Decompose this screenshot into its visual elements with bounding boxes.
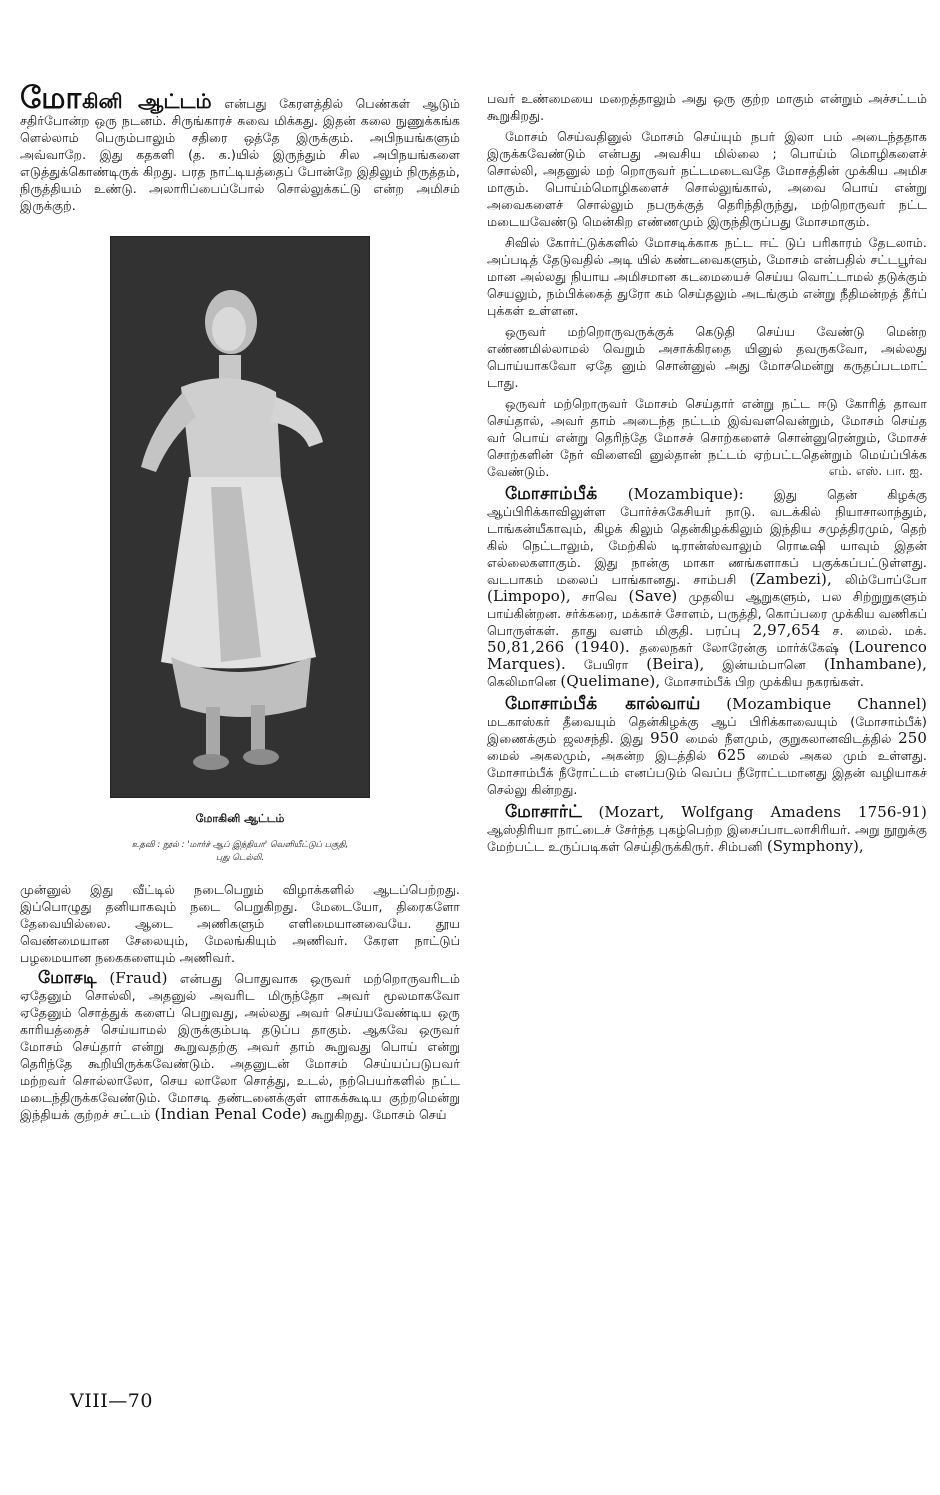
paragraph: சிவில் கோர்ட்டுக்களில் மோசடிக்காக நட்ட ஈட் டுப் பரிகாரம் தேடலாம். அப்படித் தேடுவதில் அடி யில் கண்டவைகளும், மோசம் என்பதில் சட்டபூர்வ மான அல்லது நியாய அமிசமான கடமையைச் செய்ய வொட்டாமல் தடுக்கும் செயலும், நம்பிக்கைத் துரோ கம் செய்தலும் அடங்கும் என்று நீதிமன்றத் தீர்ப் புக்கள் உள்ளன. — [487, 235, 927, 318]
latin-mozart: (Mozart, Wolfgang Amadens 1756-91) — [598, 803, 927, 821]
headword-initial: மோ — [20, 81, 83, 116]
paragraph-text: ஒருவர் மற்றொருவர் மோசம் செய்தார் என்று நட்ட ஈடு கோரித் தாவா செய்தால், அவர் தாம் அடைந்த நட்டம் இவ்வளவென்றும், மோசம் செய்த வர் பொய் என்று தெரிந்தே மோசச் சொற்களைச் சொன்னுரென்றும், மோசச் சொற்களின் நேர் விளைவி னுல்தான் நட்டம் ஏற்பட்டதென்றும் மெய்ப்பிக்க வேண்டும். — [487, 396, 927, 479]
entry-text: மைல் அகல மும் உள்ளது. மோசாம்பீக் நீரோட்டம் எனப்படும் வெப்ப நீரோட்டமானது இதன் வழியாகச் செல்லு கின்றது. — [487, 748, 928, 797]
dancer-illustration — [111, 237, 369, 797]
latin-beira: (Beira), — [646, 655, 705, 673]
latin-mozambique: (Mozambique): — [627, 485, 744, 503]
paragraph: ஒருவர் மற்றொருவருக்குக் கெடுதி செய்ய வேண்டு மென்ற எண்ணமில்லாமல் வெறும் அசாக்கிரதை யினுல் தவருகவோ, அல்லது பொய்யாகவோ ஏதே னும் சொன்னுல் அது மோசமென்று கருதப்படமாட் டாது. — [487, 324, 927, 390]
latin-ipc: (Indian Penal Code) — [154, 1105, 307, 1123]
entry-text: மடகாஸ்கர் தீவையும் தென்கிழக்கு ஆப் பிரிக்காவையும் (மோசாம்பீக்) இணைக்கும் ஜலசந்தி. இது — [487, 714, 927, 746]
entry-text: சாவெ — [581, 589, 618, 604]
latin-symphony: (Symphony), — [766, 837, 864, 855]
entry-text: கெலிமானெ — [487, 674, 557, 689]
latin-quelimane: (Quelimane), — [560, 672, 661, 690]
latin-zambezi: (Zambezi), — [749, 570, 832, 588]
page-folio: VIII—70 — [70, 1390, 153, 1412]
photo-caption: மோகினி ஆட்டம் — [195, 812, 285, 825]
entry-text: ஆஸ்திரியா நாட்டைச் சேர்ந்த புகழ்பெற்ற இசைப்பாடலாசிரியர். அறு நூறுக்கு மேற்பட்ட உருப்படிகள் செய்திருக்கிருர். சிம்பனி — [487, 822, 927, 854]
entry-mosadi-continued: பவர் உண்மையை மறைத்தாலும் அது ஒரு குற்ற மாகும் என்றும் அச்சட்டம் கூறுகிறது. — [487, 91, 927, 123]
latin-limpopo: (Limpopo), — [487, 587, 571, 605]
entry-text: ச. மைல். மக். — [832, 623, 927, 638]
entry-text: என்பது கேரளத்தில் பெண்கள் ஆடும் சதிர்போன்ற ஒரு நடனம். சிருங்காரச் சுவை மிக்கது. இதன் கலை நுணுக்கங்க ளெல்லாம் பெரும்பாலும் சதிரை ஒத்தே இருக்கும். அபிநயங்களும் அவ்வாறே. இது கதகளி (த. க.)யில் இருந்தும் சில அபிநயங்களை எடுத்துக்கொண்டிருக் கிறது. பரத நாட்டியத்தைப் போன்றே இதிலும் நிருத்தம், நிருத்தியம் உண்டு. அலாரிப்பைப்போல் சொல்லுக்கட்டு என்ற அமிசம் இருக்குற். — [20, 96, 460, 213]
entry-mohiniyattam — [20, 81, 460, 214]
entry-text: இது தென் கிழக்கு ஆப்பிரிக்காவிலுள்ள போர்ச்சுகேசியர் நாடு. வடக்கில் நியாசாலாந்தும், டாங்கன்யீகாவும், கிழக் கிலும் தென்கிழக்கிலும் இந்திய சமுத்திரமும், தெற் கில் நெட்டாலும், மேற்கில் டிரான்ஸ்வாலும் ரொடீஷி யாவும் இதன் எல்லைகளாகும். இது நான்கு மாகா ணங்களாகப் பகுக்கப்பட்டுள்ளது. வடபாகம் மலைப் பாங்கானது. சாம்பசி — [487, 487, 927, 587]
entry-text: தலைநகர் லோரேன்கு மார்க்கேஷ் — [639, 640, 839, 655]
entry-text: என்பது பொதுவாக ஒருவர் மற்றொருவரிடம் ஏதேனும் சொல்லி, அதனுல் அவரிட மிருந்தோ அவர் மூலமாகவோ ஏதேனும் சொத்துக் களைப் பெறுவது, அல்லது அவர் செய்யவேண்டிய ஒரு காரியத்தைச் செய்யாமல் இருக்கும்படி தடுப்ப தாகும். ஆகவே ஒருவர் மோசம் செய்தார் என்று கூறுவதற்கு அவர் தாம் கூறுவது பொய் என்று தெரிந்தே கூறியிருக்கவேண்டும். அதனுடன் மோசம் செய்யப்படுபவர் மற்றவர் சொல்லாலோ, செய லாலோ சொத்து, உடல், நற்பெயர்களில் நட்ட மடைந்திருக்கவேண்டும். மோசடி தண்டனைக்குள் ளாகக்கூடிய குற்றமென்று இந்தியக் குற்றச் சட்டம் — [20, 971, 460, 1122]
entry-mozart — [487, 804, 927, 855]
entry-text: லிம்போப்போ — [845, 572, 928, 587]
entry-mohiniyattam-continued: முன்னுல் இது வீட்டில் நடைபெறும் விழாக்களில் ஆடப்பெற்றது. இப்பொழுது தனியாகவும் நடை பெறுகிறது. மேடையோ, திரைகளோ தேவையில்லை. ஆடை அணிகளும் எளிமையானவையே. தூய வெண்மையான சேலையும், மேலங்கியும் அணிவர். கேரள நாட்டுப் பழமையான நகைகளையும் அணிவர். — [20, 882, 460, 965]
entry-text-end: கூறுகிறது. மோசம் செய் — [311, 1107, 447, 1122]
entry-text: முதலிய ஆறுகளும், பல சிற்றுறுகளும் பாய்கின்றன. சர்க்கரை, மக்காச் சோளம், பருத்தி, கொப்பரை முக்கிய வணிகப் பொருள்கள். தாது வளம் மிகுதி. பரப்பு — [487, 589, 928, 638]
paragraph: மோசம் செய்வதினுல் மோசம் செய்யும் நபர் இலா பம் அடைந்ததாக இருக்கவேண்டும் என்பது அவசிய மில்லை ; பொய்ம் மொழிகளைச் சொல்லி, அதனுல் மற் றொருவர் நட்டமடைவதே மோசத்தின் முக்கிய அமிச மாகும். பொய்ம்மொழிகளைச் சொல்லுங்கால், அவை பொய் என்று அவைகளைச் சொல்லும் நபருக்குத் தெரிந்திருந்து, மற்றொருவர் நட்ட மடையவேண்டு மென்கிற எண்ணமும் இருந்திருப்பது மோசமாகும். — [487, 129, 927, 229]
headword-mosadi: மோசடி — [38, 968, 98, 988]
paragraph — [487, 395, 927, 480]
left-column — [20, 81, 460, 1127]
length-value: 950 — [650, 729, 680, 747]
max-width-value: 625 — [717, 746, 747, 764]
entry-text: இன்யம்பானெ — [722, 657, 806, 672]
latin-save: (Save) — [628, 587, 678, 605]
area-value: 2,97,654 — [752, 621, 821, 639]
latin-inhambane: (Inhambane), — [823, 655, 927, 673]
photo-credit — [20, 839, 460, 865]
headword-mozart: மோசார்ட் — [505, 802, 583, 822]
latin-lourenco-marques: (Lourenco Marques). — [487, 638, 928, 673]
min-width-value: 250 — [898, 729, 927, 747]
entry-text: மோசாம்பீக் பிற முக்கிய நகரங்கள். — [664, 674, 864, 689]
headword-mozambique: மோசாம்பீக் — [505, 484, 598, 504]
entry-text: மைல் நீளமும், குறுகலானவிடத்தில் — [685, 731, 892, 746]
headword-rest: கினி ஆட்டம் — [82, 89, 212, 113]
entry-text: மைல் அகலமும், அகன்ற இடத்தில் — [487, 748, 707, 763]
right-column — [487, 90, 927, 859]
author-initials: எம். எஸ். பா. ஐ. — [828, 464, 923, 478]
entry-mozambique-channel — [487, 696, 927, 798]
entry-mozambique — [487, 486, 927, 690]
latin-mozambique-channel: (Mozambique Channel) — [726, 695, 928, 713]
headword-mozambique-channel: மோசாம்பீக் கால்வாய் — [505, 694, 701, 714]
latin-fraud: (Fraud) — [109, 969, 168, 987]
photo-credit-line1: உதவி : நூல் : 'மார்ச் ஆப் இந்தியா' வெளியீட்டுப் பகுதி, — [131, 840, 349, 850]
photo-credit-line2: புது டெல்லி. — [215, 853, 265, 863]
entry-mosadi — [20, 970, 460, 1123]
population-value: 50,81,266 (1940). — [487, 638, 630, 656]
entry-text: பேயிரா — [583, 657, 629, 672]
dancer-photo — [110, 236, 370, 798]
